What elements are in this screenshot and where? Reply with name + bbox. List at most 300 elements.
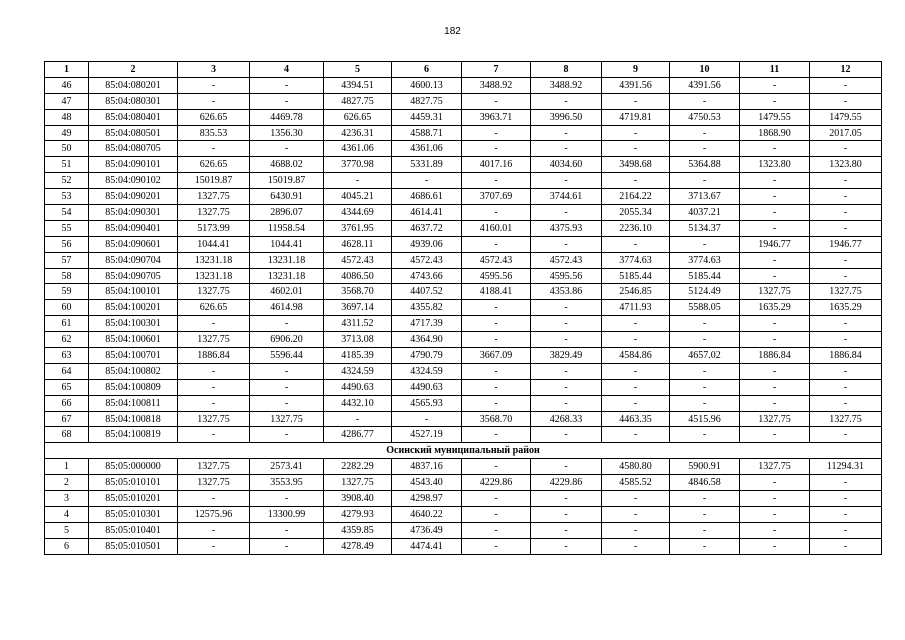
table-cell: 85:05:010401 [89, 522, 178, 538]
table-cell: - [602, 522, 670, 538]
table-cell: - [531, 236, 602, 252]
table-cell: - [531, 427, 602, 443]
table-cell: 4286.77 [324, 427, 392, 443]
table-cell: 2164.22 [602, 189, 670, 205]
table-cell: 1327.75 [178, 189, 250, 205]
table-cell: 6430.91 [250, 189, 324, 205]
table-cell: 3 [45, 491, 89, 507]
table-cell: 6906.20 [250, 332, 324, 348]
table-cell: 4474.41 [392, 538, 462, 554]
table-cell: - [531, 506, 602, 522]
table-cell: 4572.43 [324, 252, 392, 268]
table-cell: 53 [45, 189, 89, 205]
table-cell: 61 [45, 316, 89, 332]
table-cell: 55 [45, 220, 89, 236]
column-header: 7 [462, 62, 531, 78]
table-cell: 5185.44 [602, 268, 670, 284]
table-cell: - [670, 363, 740, 379]
table-cell: - [740, 427, 810, 443]
table-cell: 3568.70 [324, 284, 392, 300]
table-cell: - [602, 395, 670, 411]
table-cell: 4743.66 [392, 268, 462, 284]
table-cell: 2282.29 [324, 459, 392, 475]
table-row [45, 300, 882, 316]
table-cell: 1323.80 [810, 157, 882, 173]
table-cell: - [178, 316, 250, 332]
table-cell: - [602, 379, 670, 395]
table-cell: 11294.31 [810, 459, 882, 475]
table-cell: - [602, 506, 670, 522]
table-cell: - [810, 205, 882, 221]
table-cell: 2546.85 [602, 284, 670, 300]
table-cell: 3488.92 [531, 77, 602, 93]
table-cell: 3498.68 [602, 157, 670, 173]
table-cell: 13231.18 [250, 268, 324, 284]
table-cell: 13231.18 [178, 252, 250, 268]
column-header: 10 [670, 62, 740, 78]
table-cell: - [602, 125, 670, 141]
table-cell: 1 [45, 459, 89, 475]
table-row [45, 93, 882, 109]
table-cell: 1868.90 [740, 125, 810, 141]
table-cell: 4790.79 [392, 348, 462, 364]
table-cell: - [810, 427, 882, 443]
table-row [45, 363, 882, 379]
table-cell: 46 [45, 77, 89, 93]
table-cell: - [462, 395, 531, 411]
table-cell: 11958.54 [250, 220, 324, 236]
table-cell: 4614.41 [392, 205, 462, 221]
table-cell: 4236.31 [324, 125, 392, 141]
table-cell: - [250, 363, 324, 379]
table-cell: 85:04:100601 [89, 332, 178, 348]
table-cell: 85:05:010101 [89, 475, 178, 491]
table-cell: 4391.56 [670, 77, 740, 93]
table-cell: 5 [45, 522, 89, 538]
table-cell: - [670, 141, 740, 157]
table-row [45, 538, 882, 554]
table-cell: 5173.99 [178, 220, 250, 236]
table-cell: 85:05:010201 [89, 491, 178, 507]
table-cell: - [740, 491, 810, 507]
table-cell: 835.53 [178, 125, 250, 141]
table-cell: 6 [45, 538, 89, 554]
table-cell: - [810, 522, 882, 538]
table-cell: 54 [45, 205, 89, 221]
table-cell: - [670, 506, 740, 522]
table-cell: - [810, 220, 882, 236]
table-cell: - [740, 141, 810, 157]
table-cell: - [250, 538, 324, 554]
table-cell: - [602, 173, 670, 189]
table-cell: - [670, 522, 740, 538]
table-cell: 5900.91 [670, 459, 740, 475]
table-cell: 4939.06 [392, 236, 462, 252]
table-cell: 4034.60 [531, 157, 602, 173]
table-cell: - [462, 93, 531, 109]
table-cell: - [740, 332, 810, 348]
table-row [45, 205, 882, 221]
table-row [45, 268, 882, 284]
table-cell: - [531, 491, 602, 507]
table-cell: - [740, 379, 810, 395]
table-cell: 4595.56 [531, 268, 602, 284]
page-number: 182 [444, 26, 461, 37]
table-cell: - [178, 491, 250, 507]
table-cell: - [810, 379, 882, 395]
table-cell: - [810, 77, 882, 93]
table-cell: 3908.40 [324, 491, 392, 507]
table-cell: 4837.16 [392, 459, 462, 475]
table-cell: 4686.61 [392, 189, 462, 205]
table-cell: 3770.98 [324, 157, 392, 173]
table-cell: 5124.49 [670, 284, 740, 300]
table-cell: 85:04:080201 [89, 77, 178, 93]
table-row [45, 522, 882, 538]
table-cell: 4602.01 [250, 284, 324, 300]
table-cell: 85:04:090101 [89, 157, 178, 173]
table-cell: 85:04:090102 [89, 173, 178, 189]
table-cell: 66 [45, 395, 89, 411]
table-row [45, 77, 882, 93]
table-cell: - [250, 427, 324, 443]
table-cell: 1356.30 [250, 125, 324, 141]
table-cell: 4355.82 [392, 300, 462, 316]
header-row [45, 62, 882, 78]
column-header: 6 [392, 62, 462, 78]
table-cell: - [462, 379, 531, 395]
table-cell: - [531, 125, 602, 141]
table-cell: - [670, 491, 740, 507]
table-cell: 4736.49 [392, 522, 462, 538]
table-cell: 85:04:100809 [89, 379, 178, 395]
table-cell: 68 [45, 427, 89, 443]
table-cell: 4361.06 [392, 141, 462, 157]
table-cell: 3553.95 [250, 475, 324, 491]
table-cell: - [462, 522, 531, 538]
table-cell: - [740, 506, 810, 522]
table-cell: 52 [45, 173, 89, 189]
table-cell: 1946.77 [740, 236, 810, 252]
table-cell: 3774.63 [670, 252, 740, 268]
table-cell: 3697.14 [324, 300, 392, 316]
table-cell: 2 [45, 475, 89, 491]
table-cell: 65 [45, 379, 89, 395]
table-cell: - [531, 300, 602, 316]
table-cell: 4588.71 [392, 125, 462, 141]
table-cell: 85:04:080705 [89, 141, 178, 157]
table-cell: - [531, 538, 602, 554]
table-cell: - [178, 395, 250, 411]
table-cell: 4469.78 [250, 109, 324, 125]
section-title: Осинский муниципальный район [45, 443, 882, 459]
table-cell: 4463.35 [602, 411, 670, 427]
table-cell: 85:04:090601 [89, 236, 178, 252]
table-cell: 62 [45, 332, 89, 348]
table-cell: 1479.55 [740, 109, 810, 125]
table-cell: 85:04:090201 [89, 189, 178, 205]
table-row [45, 506, 882, 522]
table-cell: 85:04:090705 [89, 268, 178, 284]
table-cell: 85:04:100201 [89, 300, 178, 316]
table-cell: 3774.63 [602, 252, 670, 268]
table-cell: - [740, 252, 810, 268]
table-cell: - [740, 316, 810, 332]
table-cell: 2236.10 [602, 220, 670, 236]
table-cell: 4614.98 [250, 300, 324, 316]
table-cell: 1327.75 [810, 411, 882, 427]
table-cell: 51 [45, 157, 89, 173]
table-cell: 1327.75 [178, 284, 250, 300]
table-cell: 4628.11 [324, 236, 392, 252]
table-cell: - [178, 141, 250, 157]
table-cell: 56 [45, 236, 89, 252]
table-cell: 85:05:010501 [89, 538, 178, 554]
table-cell: - [670, 332, 740, 348]
table-cell: - [740, 475, 810, 491]
table-cell: 15019.87 [250, 173, 324, 189]
table-cell: - [462, 300, 531, 316]
table-cell: - [462, 427, 531, 443]
table-row [45, 173, 882, 189]
table-row [45, 427, 882, 443]
table-row [45, 125, 882, 141]
table-cell: - [392, 411, 462, 427]
table-cell: - [810, 475, 882, 491]
table-row [45, 491, 882, 507]
table-cell: 60 [45, 300, 89, 316]
table-cell: 85:04:100101 [89, 284, 178, 300]
table-cell: 85:04:080401 [89, 109, 178, 125]
table-cell: - [602, 141, 670, 157]
table-cell: 626.65 [178, 300, 250, 316]
table-cell: - [670, 236, 740, 252]
table-cell: 63 [45, 348, 89, 364]
table-cell: 49 [45, 125, 89, 141]
section-row [45, 443, 882, 459]
column-header: 8 [531, 62, 602, 78]
table-cell: - [740, 189, 810, 205]
table-cell: - [250, 316, 324, 332]
table-row [45, 348, 882, 364]
table-cell: 5331.89 [392, 157, 462, 173]
table-cell: - [670, 395, 740, 411]
table-cell: - [670, 93, 740, 109]
table-cell: 4045.21 [324, 189, 392, 205]
table-cell: 4600.13 [392, 77, 462, 93]
table-cell: 13231.18 [178, 268, 250, 284]
table-cell: 50 [45, 141, 89, 157]
table-cell: - [740, 77, 810, 93]
table-row [45, 379, 882, 395]
table-cell: 4432.10 [324, 395, 392, 411]
table-cell: 85:04:100802 [89, 363, 178, 379]
table-cell: - [462, 173, 531, 189]
table-cell: 4364.90 [392, 332, 462, 348]
column-header: 12 [810, 62, 882, 78]
table-cell: - [602, 93, 670, 109]
table-cell: - [531, 93, 602, 109]
table-cell: 2896.07 [250, 205, 324, 221]
table-cell: - [810, 173, 882, 189]
table-cell: - [462, 205, 531, 221]
table-cell: 85:04:100818 [89, 411, 178, 427]
table-cell: 4229.86 [462, 475, 531, 491]
data-table [44, 61, 882, 555]
table-cell: - [178, 77, 250, 93]
table-cell: 4353.86 [531, 284, 602, 300]
table-cell: 3667.09 [462, 348, 531, 364]
table-row [45, 141, 882, 157]
table-cell: 4657.02 [670, 348, 740, 364]
table-cell: 4185.39 [324, 348, 392, 364]
table-cell: 4580.80 [602, 459, 670, 475]
table-cell: - [602, 316, 670, 332]
table-cell: 4017.16 [462, 157, 531, 173]
table-cell: 1327.75 [810, 284, 882, 300]
table-cell: 67 [45, 411, 89, 427]
table-cell: - [602, 236, 670, 252]
table-cell: - [178, 522, 250, 538]
table-cell: 4311.52 [324, 316, 392, 332]
table-cell: 3568.70 [462, 411, 531, 427]
table-cell: 47 [45, 93, 89, 109]
table-cell: - [462, 332, 531, 348]
column-header: 4 [250, 62, 324, 78]
table-cell: 12575.96 [178, 506, 250, 522]
table-cell: 3713.67 [670, 189, 740, 205]
table-cell: 1635.29 [810, 300, 882, 316]
table-cell: - [462, 459, 531, 475]
table-cell: 4279.93 [324, 506, 392, 522]
table-cell: 5185.44 [670, 268, 740, 284]
table-cell: 4359.85 [324, 522, 392, 538]
table-cell: 4160.01 [462, 220, 531, 236]
table-cell: 4268.33 [531, 411, 602, 427]
table-cell: 1327.75 [178, 475, 250, 491]
column-header: 3 [178, 62, 250, 78]
table-cell: - [531, 316, 602, 332]
table-cell: - [602, 427, 670, 443]
table-cell: 85:04:100301 [89, 316, 178, 332]
column-header: 11 [740, 62, 810, 78]
table-cell: 4 [45, 506, 89, 522]
table-cell: - [810, 332, 882, 348]
table-cell: - [178, 538, 250, 554]
table-cell: 4361.06 [324, 141, 392, 157]
table-cell: 85:04:100701 [89, 348, 178, 364]
table-cell: 3829.49 [531, 348, 602, 364]
table-cell: 4490.63 [324, 379, 392, 395]
table-cell: 3761.95 [324, 220, 392, 236]
table-cell: - [178, 427, 250, 443]
table-cell: 1946.77 [810, 236, 882, 252]
table-cell: - [250, 395, 324, 411]
table-cell: 4827.75 [324, 93, 392, 109]
column-header: 1 [45, 62, 89, 78]
table-cell: - [531, 459, 602, 475]
table-cell: 1327.75 [324, 475, 392, 491]
table-cell: 4637.72 [392, 220, 462, 236]
table-cell: 4584.86 [602, 348, 670, 364]
table-cell: 4086.50 [324, 268, 392, 284]
table-cell: - [250, 141, 324, 157]
table-cell: 5364.88 [670, 157, 740, 173]
table-cell: 2573.41 [250, 459, 324, 475]
column-header: 2 [89, 62, 178, 78]
table-cell: - [250, 522, 324, 538]
table-cell: - [810, 252, 882, 268]
table-cell: - [250, 77, 324, 93]
table-cell: 2017.05 [810, 125, 882, 141]
table-cell: 3488.92 [462, 77, 531, 93]
table-cell: - [462, 363, 531, 379]
table-cell: 4407.52 [392, 284, 462, 300]
table-cell: 5588.05 [670, 300, 740, 316]
table-cell: 4595.56 [462, 268, 531, 284]
table-cell: - [602, 363, 670, 379]
table-cell: - [178, 379, 250, 395]
table-cell: 3713.08 [324, 332, 392, 348]
table-cell: 4565.93 [392, 395, 462, 411]
table-cell: 4750.53 [670, 109, 740, 125]
table-row [45, 459, 882, 475]
table-cell: - [531, 205, 602, 221]
table-row [45, 475, 882, 491]
table-cell: 3963.71 [462, 109, 531, 125]
table-row [45, 109, 882, 125]
table-cell: 4459.31 [392, 109, 462, 125]
table-row [45, 220, 882, 236]
table-row [45, 332, 882, 348]
table-cell: - [250, 93, 324, 109]
table-cell: - [462, 538, 531, 554]
table-cell: - [250, 491, 324, 507]
table-cell: - [740, 395, 810, 411]
table-cell: - [250, 379, 324, 395]
table-cell: 4688.02 [250, 157, 324, 173]
table-row [45, 395, 882, 411]
table-cell: - [810, 363, 882, 379]
table-cell: 626.65 [324, 109, 392, 125]
table-cell: 85:04:080301 [89, 93, 178, 109]
table-cell: - [740, 268, 810, 284]
column-header: 9 [602, 62, 670, 78]
table-cell: 626.65 [178, 109, 250, 125]
table-cell: 59 [45, 284, 89, 300]
table-row [45, 316, 882, 332]
table-cell: 4278.49 [324, 538, 392, 554]
table-cell: 4572.43 [531, 252, 602, 268]
table-cell: 15019.87 [178, 173, 250, 189]
column-header: 5 [324, 62, 392, 78]
table-cell: 85:04:090401 [89, 220, 178, 236]
table-cell: - [670, 316, 740, 332]
table-cell: 13231.18 [250, 252, 324, 268]
table-cell: 4324.59 [324, 363, 392, 379]
table-cell: - [670, 427, 740, 443]
table-cell: 4229.86 [531, 475, 602, 491]
table-cell: 85:04:100819 [89, 427, 178, 443]
table-cell: - [810, 268, 882, 284]
table-cell: - [462, 491, 531, 507]
table-cell: 4543.40 [392, 475, 462, 491]
table-cell: - [531, 522, 602, 538]
table-cell: 1635.29 [740, 300, 810, 316]
table-cell: 4344.69 [324, 205, 392, 221]
table-cell: 1327.75 [178, 459, 250, 475]
table-cell: - [324, 173, 392, 189]
